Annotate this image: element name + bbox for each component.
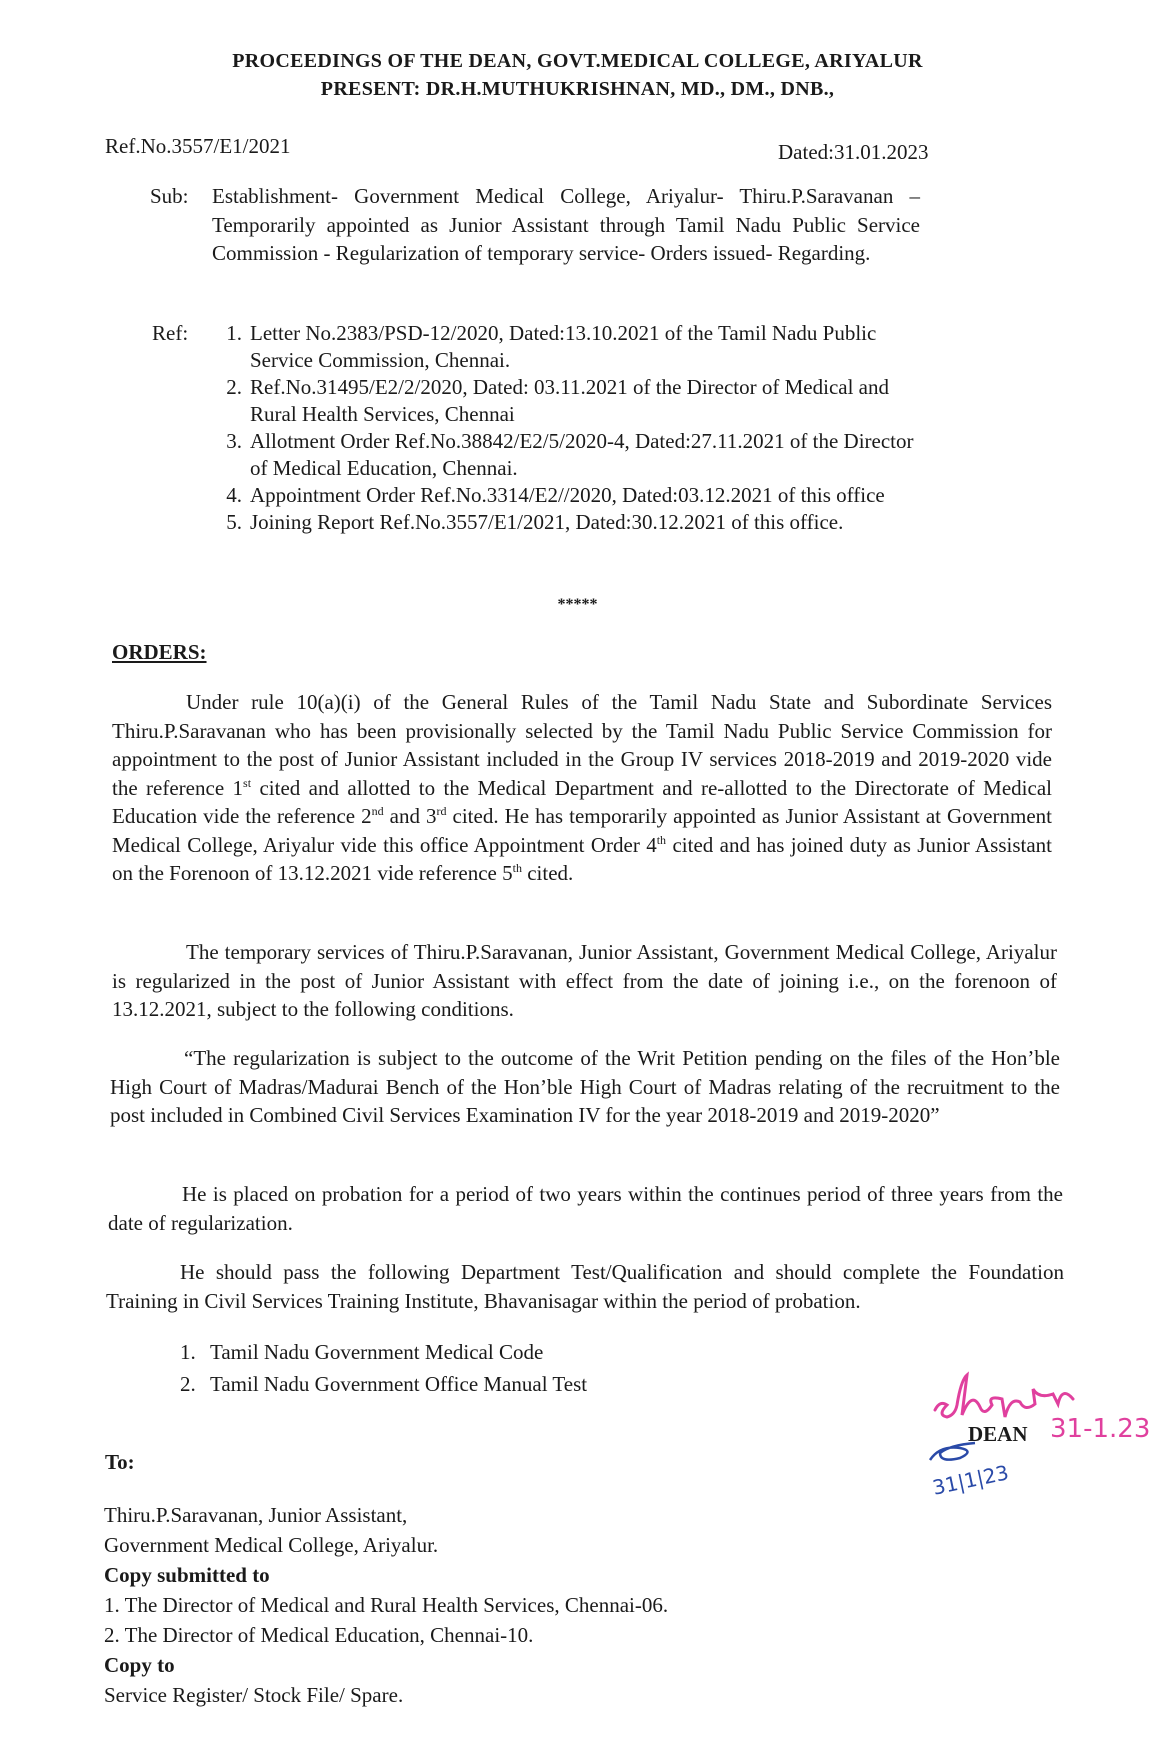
superscript: st (243, 775, 252, 790)
header-line-1: PROCEEDINGS OF THE DEAN, GOVT.MEDICAL COLLEGE, ARIYALUR (232, 50, 923, 72)
paragraph-4: He is placed on probation for a period of two years within the continues period of three years from the date of regularization. (108, 1182, 1063, 1235)
reference-item (212, 374, 922, 428)
item-text: Allotment Order Ref.No.38842/E2/5/2020-4, Dated:27.11.2021 of the Director of Medical Education, Chennai. (250, 429, 914, 480)
item-number: 2. (226, 375, 242, 399)
recipient-line-1: Thiru.P.Saravanan, Junior Assistant, (104, 1503, 408, 1527)
paragraph-2: The temporary services of Thiru.P.Saravanan, Junior Assistant, Government Medical College, Ariyalur is regularized in the post of Junior Assistant with effect from the date of joining i.e., on the forenoon of 13.12.2021, subject to the following conditions. (112, 940, 1057, 1021)
signature-block (900, 1340, 1155, 1510)
header-line-2: PRESENT: DR.H.MUTHUKRISHNAN, MD., DM., DNB., (320, 78, 835, 100)
item-number: 5. (226, 510, 242, 534)
item-text: Letter No.2383/PSD-12/2020, Dated:13.10.2021 of the Tamil Nadu Public Service Commission, Chennai. (250, 321, 877, 372)
date: Dated:31.01.2023 (778, 140, 929, 164)
orders-heading: ORDERS: (112, 640, 207, 664)
item-text: Appointment Order Ref.No.3314/E2//2020, Dated:03.12.2021 of this office (250, 483, 885, 507)
text: cited and has joined duty as Junior Assistant on the Forenoon of 13.12.2021 vide reference 5 (112, 832, 1052, 885)
paragraph-5: He should pass the following Department Test/Qualification and should complete the Foundation Training in Civil Services Training Institute, Bhavanisagar within the period of probation. (106, 1260, 1064, 1313)
references-label: Ref: (152, 321, 189, 345)
reference-number: Ref.No.3557/E1/2021 (105, 134, 291, 158)
text: cited. (521, 861, 574, 885)
item-text: Tamil Nadu Government Medical Code (210, 1340, 544, 1364)
superscript: rd (436, 804, 447, 818)
copy-submitted-item: 1. The Director of Medical and Rural Health Services, Chennai-06. (104, 1593, 669, 1617)
signatory-designation: DEAN (968, 1422, 1028, 1446)
separator: ***** (557, 596, 598, 613)
text: Under rule 10(a)(i) of the General Rules of the Tamil Nadu State and Subordinate Services Thiru.P.Saravanan who has been provisionally selected by the Tamil Nadu Public Service Commission for appointment to the post of Junior Assistant included in the Group IV services 2018-2019 and 2019-2020 vide the reference 1 (112, 690, 1052, 800)
copy-to-text: Service Register/ Stock File/ Spare. (104, 1683, 404, 1707)
references (152, 320, 922, 536)
paragraph-3: “The regularization is subject to the outcome of the Writ Petition pending on the files of the Hon’ble High Court of Madras/Madurai Bench of the Hon’ble High Court of Madras relating of the recruitment to the post included in Combined Civil Services Examination IV for the year 2018-2019 and 2019-2020” (110, 1046, 1060, 1127)
item-text: Joining Report Ref.No.3557/E1/2021, Dated:30.12.2021 of this office. (250, 510, 844, 534)
to-label: To: (105, 1450, 135, 1474)
subject-label: Sub: (150, 184, 189, 208)
superscript: nd (371, 804, 384, 818)
test-item (180, 1336, 587, 1368)
copy-to-label: Copy to (104, 1653, 175, 1677)
item-number: 1. (180, 1340, 196, 1364)
tests-list (180, 1336, 587, 1400)
reference-item (212, 320, 922, 374)
copy-submitted-item: 2. The Director of Medical Education, Chennai-10. (104, 1623, 534, 1647)
subject (150, 182, 920, 268)
superscript: th (656, 832, 667, 847)
test-item (180, 1368, 587, 1400)
text: cited. He has temporarily appointed as Junior Assistant at Government Medical College, Ariyalur vide this office Appointment Order 4 (112, 804, 1052, 857)
item-number: 2. (180, 1372, 196, 1396)
initial-date: 31|1|23 (930, 1460, 1011, 1500)
copy-submitted-label: Copy submitted to (104, 1563, 270, 1587)
item-number: 1. (226, 321, 242, 345)
item-number: 4. (226, 483, 242, 507)
reference-item (212, 509, 922, 536)
item-text: Ref.No.31495/E2/2/2020, Dated: 03.11.2021 of the Director of Medical and Rural Health Services, Chennai (250, 375, 889, 426)
reference-item (212, 428, 922, 482)
distribution (104, 1500, 668, 1710)
paragraph-1 (112, 688, 1052, 888)
signature-date: 31-1.23 (1050, 1414, 1151, 1444)
subject-text: Establishment- Government Medical College, Ariyalur- Thiru.P.Saravanan – Temporarily appointed as Junior Assistant through Tamil Nadu Public Service Commission - Regularization of temporary service- Orders issued- Regarding. (212, 184, 920, 265)
superscript: th (512, 861, 522, 875)
text: cited and allotted to the Medical Department and re-allotted to the Directorate of Medical Education vide the reference 2 (112, 775, 1052, 828)
reference-item (212, 482, 922, 509)
text: and 3 (383, 804, 437, 828)
recipient-line-2: Government Medical College, Ariyalur. (104, 1533, 439, 1557)
item-text: Tamil Nadu Government Office Manual Test (210, 1372, 588, 1396)
item-number: 3. (226, 429, 242, 453)
